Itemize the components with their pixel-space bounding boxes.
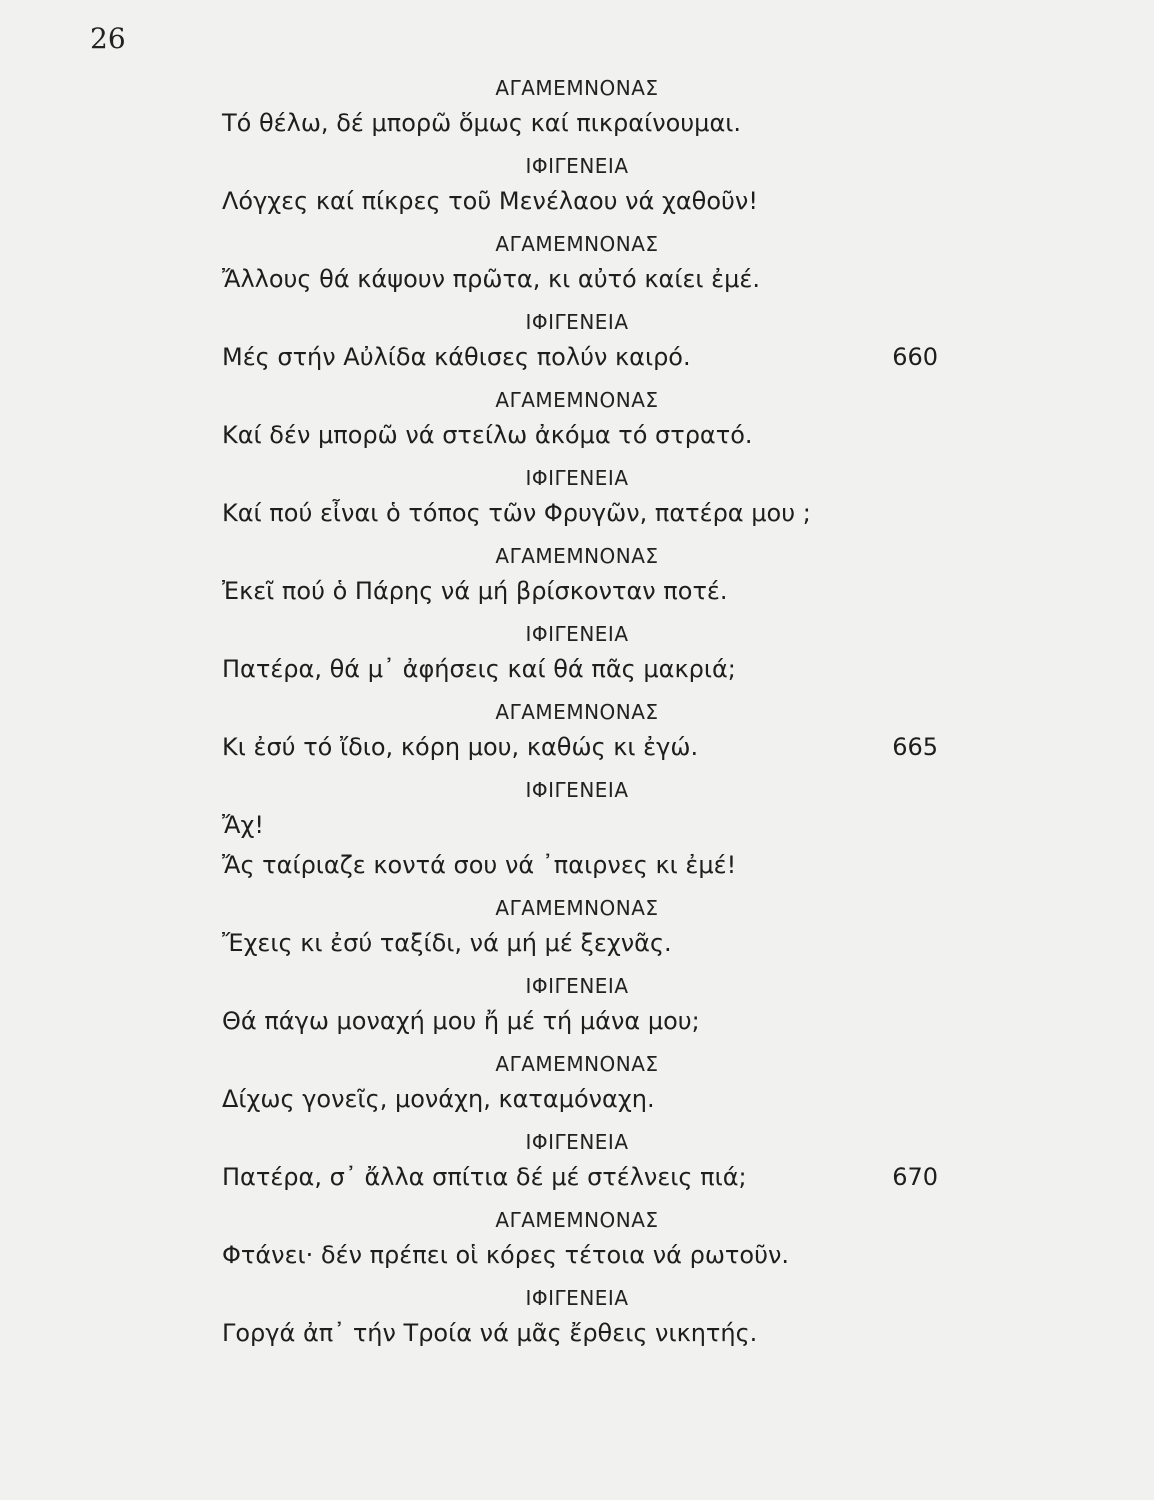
verse-line bbox=[0, 728, 1154, 768]
verse-line bbox=[0, 1080, 1154, 1120]
speaker-label: ΙΦΙΓΕΝΕΙΑ bbox=[525, 154, 629, 178]
play-text bbox=[0, 66, 1154, 1354]
speaker-name bbox=[0, 690, 1154, 728]
speaker-name bbox=[0, 222, 1154, 260]
speaker-name bbox=[0, 612, 1154, 650]
speaker-label: ΙΦΙΓΕΝΕΙΑ bbox=[525, 466, 629, 490]
speaker-name bbox=[0, 456, 1154, 494]
verse-text: Τό θέλω, δέ μπορῶ ὅμως καί πικραίνουμαι. bbox=[222, 109, 742, 137]
verse-text: Γοργά ἀπ᾿ τήν Τροία νά μᾶς ἔρθεις νικητής. bbox=[222, 1319, 758, 1347]
line-number: 670 bbox=[892, 1163, 938, 1191]
speaker-label: ΑΓΑΜΕΜΝΟΝΑΣ bbox=[495, 544, 659, 568]
verse-text: Ἄχ! bbox=[222, 811, 264, 839]
speaker-name bbox=[0, 144, 1154, 182]
verse-line bbox=[0, 650, 1154, 690]
verse-line bbox=[0, 1002, 1154, 1042]
speaker-label: ΑΓΑΜΕΜΝΟΝΑΣ bbox=[495, 1052, 659, 1076]
verse-line bbox=[0, 104, 1154, 144]
verse-text: Δίχως γονεῖς, μονάχη, καταμόναχη. bbox=[222, 1085, 655, 1113]
speaker-label: ΑΓΑΜΕΜΝΟΝΑΣ bbox=[495, 232, 659, 256]
speaker-label: ΑΓΑΜΕΜΝΟΝΑΣ bbox=[495, 700, 659, 724]
verse-line bbox=[0, 1236, 1154, 1276]
verse-line bbox=[0, 1158, 1154, 1198]
speaker-label: ΙΦΙΓΕΝΕΙΑ bbox=[525, 310, 629, 334]
verse-text: Ἐκεῖ πού ὁ Πάρης νά μή βρίσκονταν ποτέ. bbox=[222, 577, 728, 605]
verse-text: Καί πού εἶναι ὁ τόπος τῶν Φρυγῶν, πατέρα μου ; bbox=[222, 499, 811, 527]
speaker-label: ΑΓΑΜΕΜΝΟΝΑΣ bbox=[495, 388, 659, 412]
speaker-label: ΑΓΑΜΕΜΝΟΝΑΣ bbox=[495, 896, 659, 920]
verse-line bbox=[0, 806, 1154, 846]
line-number: 660 bbox=[892, 343, 938, 371]
verse-text: Πατέρα, σ᾿ ἄλλα σπίτια δέ μέ στέλνεις πιά; bbox=[222, 1163, 747, 1191]
verse-text: Φτάνει· δέν πρέπει οἱ κόρες τέτοια νά ρωτοῦν. bbox=[222, 1241, 789, 1269]
speaker-name bbox=[0, 1042, 1154, 1080]
speaker-name bbox=[0, 886, 1154, 924]
verse-line bbox=[0, 1314, 1154, 1354]
speaker-label: ΑΓΑΜΕΜΝΟΝΑΣ bbox=[495, 76, 659, 100]
verse-text: Μές στήν Αὐλίδα κάθισες πολύν καιρό. bbox=[222, 343, 691, 371]
page-number: 26 bbox=[90, 22, 126, 55]
line-number: 665 bbox=[892, 733, 938, 761]
speaker-name bbox=[0, 66, 1154, 104]
speaker-label: ΙΦΙΓΕΝΕΙΑ bbox=[525, 974, 629, 998]
verse-line bbox=[0, 260, 1154, 300]
speaker-name bbox=[0, 1198, 1154, 1236]
verse-line bbox=[0, 416, 1154, 456]
verse-line bbox=[0, 338, 1154, 378]
verse-text: Πατέρα, θά μ᾿ ἀφήσεις καί θά πᾶς μακριά; bbox=[222, 655, 736, 683]
verse-line bbox=[0, 494, 1154, 534]
verse-text: Ἔχεις κι ἐσύ ταξίδι, νά μή μέ ξεχνᾶς. bbox=[222, 929, 672, 957]
speaker-label: ΙΦΙΓΕΝΕΙΑ bbox=[525, 1286, 629, 1310]
verse-line bbox=[0, 846, 1154, 886]
speaker-name bbox=[0, 300, 1154, 338]
speaker-name bbox=[0, 964, 1154, 1002]
speaker-name bbox=[0, 378, 1154, 416]
verse-text: Λόγχες καί πίκρες τοῦ Μενέλαου νά χαθοῦν! bbox=[222, 187, 758, 215]
verse-text: Καί δέν μπορῶ νά στείλω ἀκόμα τό στρατό. bbox=[222, 421, 753, 449]
verse-text: Ἄς ταίριαζε κοντά σου νά ᾿παιρνες κι ἐμέ! bbox=[222, 851, 737, 879]
verse-line bbox=[0, 182, 1154, 222]
verse-line bbox=[0, 572, 1154, 612]
verse-text: Ἄλλους θά κάψουν πρῶτα, κι αὐτό καίει ἐμέ. bbox=[222, 265, 761, 293]
speaker-label: ΙΦΙΓΕΝΕΙΑ bbox=[525, 622, 629, 646]
speaker-label: ΙΦΙΓΕΝΕΙΑ bbox=[525, 1130, 629, 1154]
verse-line bbox=[0, 924, 1154, 964]
speaker-name bbox=[0, 1276, 1154, 1314]
speaker-name bbox=[0, 1120, 1154, 1158]
verse-text: Κι ἐσύ τό ἴδιο, κόρη μου, καθώς κι ἐγώ. bbox=[222, 733, 699, 761]
speaker-label: ΑΓΑΜΕΜΝΟΝΑΣ bbox=[495, 1208, 659, 1232]
speaker-name bbox=[0, 768, 1154, 806]
speaker-name bbox=[0, 534, 1154, 572]
speaker-label: ΙΦΙΓΕΝΕΙΑ bbox=[525, 778, 629, 802]
verse-text: Θά πάγω μοναχή μου ἤ μέ τή μάνα μου; bbox=[222, 1007, 700, 1035]
